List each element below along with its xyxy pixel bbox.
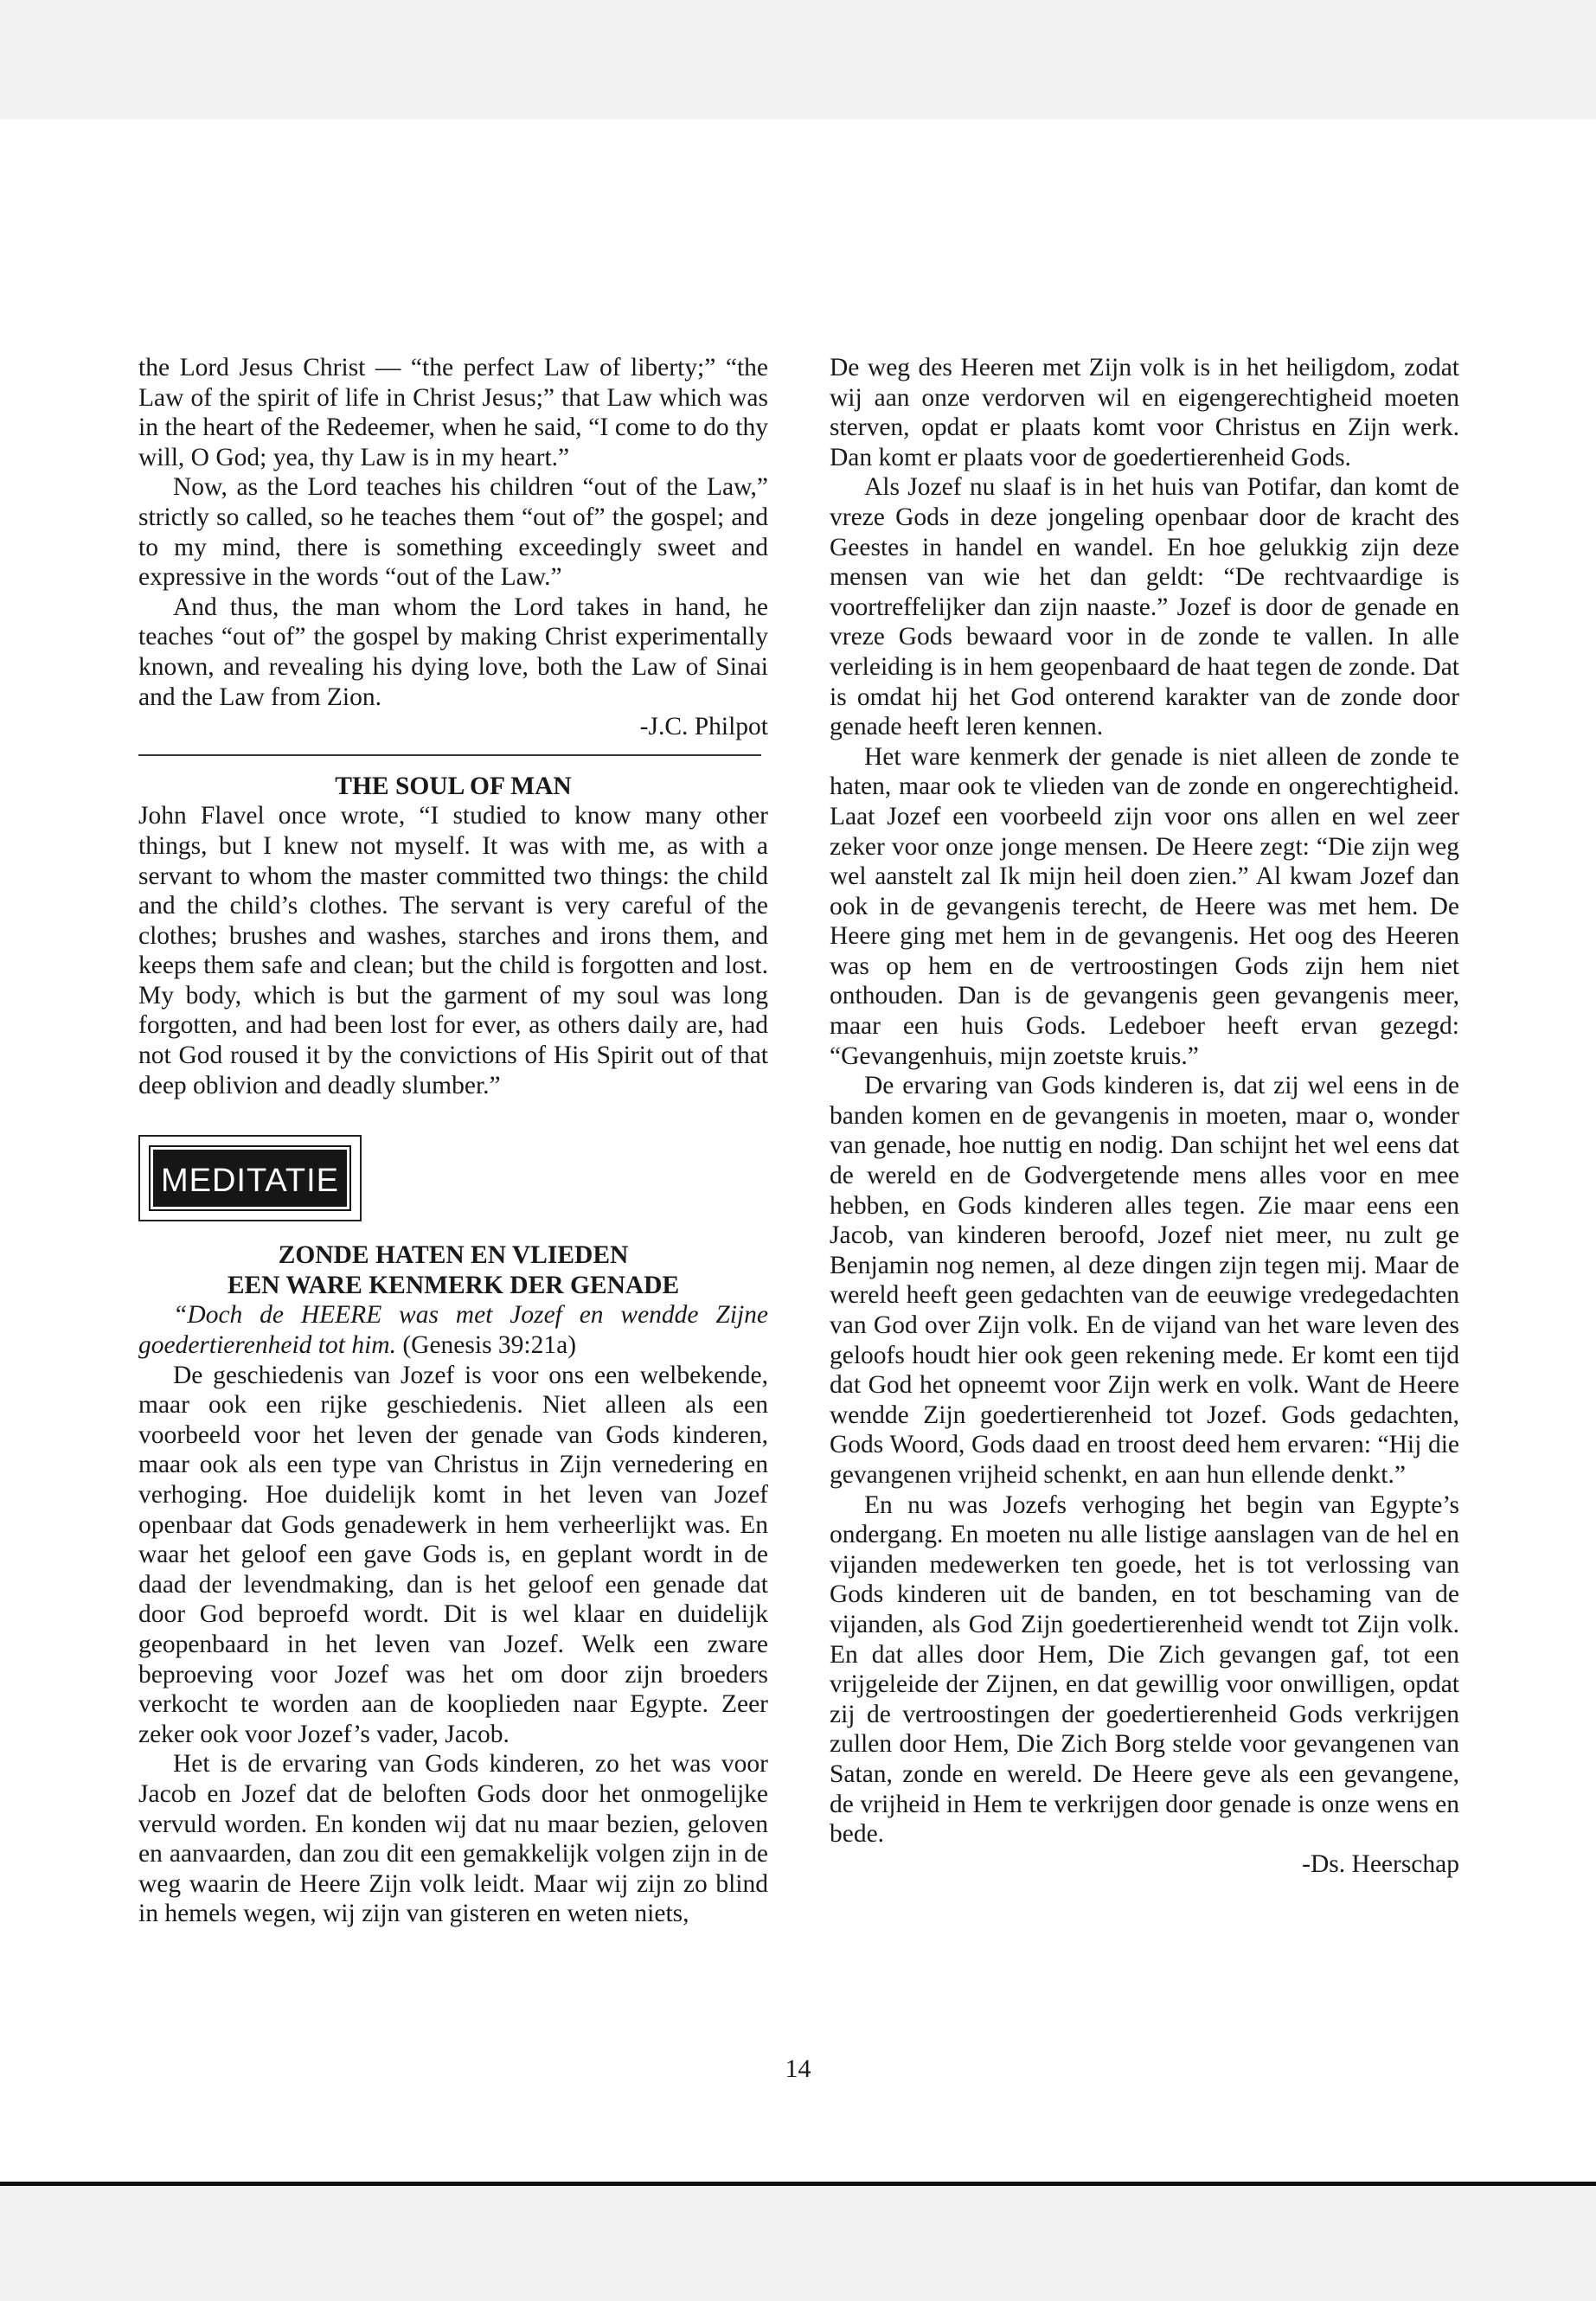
- page-number: 14: [785, 2054, 811, 2083]
- right-paragraph-4: De ervaring van Gods kinderen is, dat zij wel eens in de banden komen en de gevangenis in moeten, maar o, wonder van genade, hoe nuttig en nodig. Dan schijnt het wel eens dat de wereld en de Godvergetende mens alles voor en mee hebben, en Gods kinderen alles tegen. Zie maar eens een Jacob, van kinderen beroofd, Jozef niet meer, nu zult ge Benjamin nog nemen, al deze dingen zijn tegen mij. Maar de wereld heeft geen gedachten van de eeuwige vredegedachten van God over Zijn volk. En de vijand van het ware leven des geloofs houdt hier ook geen rekening mede. Er komt een tijd dat God het opneemt voor Zijn werk en volk. Want de Heere wendde Zijn goedertierenheid tot Jozef. Gods gedachten, Gods Woord, Gods daad en troost deed hem ervaren: “Hij die gevangenen vrijheid schenkt, en aan hun ellende denkt.”: [830, 1072, 1459, 1489]
- intro-paragraph-2: Now, as the Lord teaches his children “out of the Law,” strictly so called, so he teaches them “out of” the gospel; and to my mind, there is something exceedingly sweet and expressive in the words “out of the Law.”: [138, 473, 768, 592]
- intro-signature: -J.C. Philpot: [639, 713, 768, 741]
- page-sheet: [0, 119, 1596, 2187]
- meditatie-badge: [138, 1135, 362, 1221]
- right-paragraph-5: En nu was Jozefs verhoging het begin van Egypte’s ondergang. En moeten nu alle listige aanslagen van de hel en vijanden medewerken ten goede, het is tot verlossing van Gods kinderen uit de banden, en tot beschaming van de vijanden, als God Zijn goedertierenheid wendt tot Zijn volk. En dat alles door Hem, Die Zich gevangen gaf, tot een vrijgeleide der Zijnen, en dat gewillig voor onwilligen, opdat zij de vertroostingen der goedertierenheid Gods verkrijgen zullen door Hem, Die Zich Borg stelde voor gevangenen van Satan, zonde en wereld. De Heere geve als een gevangene, de vrijheid in Hem te verkrijgen door genade is onze wens en bede.: [830, 1490, 1459, 1849]
- right-paragraph-2: Als Jozef nu slaaf is in het huis van Potifar, dan komt de vreze Gods in deze jongeling openbaar door de kracht des Geestes in handel en wandel. En hoe gelukkig zijn deze mensen van wie het dan geldt: “De rechtvaardige is voortreffelijker dan zijn naaste.” Jozef is door de genade en vreze Gods bewaard voor in de zonde te vallen. In alle verleiding is in hem geopenbaard de haat tegen de zonde. Dat is omdat hij het God onterend karakter van de zonde door genade heeft leren kennen.: [830, 473, 1459, 741]
- meditation-paragraph-2: Het is de ervaring van Gods kinderen, zo het was voor Jacob en Jozef dat de beloften Gods door het onmogelijke vervuld worden. En konden wij dat nu maar bezien, geloven en aanvaarden, dan zou dit een gemakkelijk volgen zijn in de weg waarin de Heere Zijn volk leidt. Maar wij zijn zo blind in hemels wegen, wij zijn van gisteren en weten niets,: [138, 1750, 768, 1928]
- meditation-signature: -Ds. Heerschap: [1302, 1849, 1459, 1878]
- meditation-text-quote: [138, 1300, 768, 1360]
- intro-paragraph-3: And thus, the man whom the Lord takes in hand, he teaches “out of” the gospel by making Christ experimentally known, and revealing his dying love, both the Law of Sinai and the Law from Zion.: [138, 593, 768, 711]
- bottom-rule: [0, 2182, 1596, 2186]
- meditatie-badge-label: MEDITATIE: [151, 1147, 349, 1209]
- meditation-title-line-2: EEN WARE KENMERK DER GENADE: [227, 1271, 680, 1299]
- left-column: [138, 353, 768, 1929]
- section-divider: [138, 754, 761, 756]
- bible-quote: “Doch de HEERE was met Jozef en wendde Zijne goedertierenheid tot him.: [138, 1301, 768, 1360]
- meditation-title-line-1: ZONDE HATEN EN VLIEDEN: [278, 1241, 629, 1270]
- soul-of-man-title: THE SOUL OF MAN: [335, 772, 572, 800]
- intro-paragraph-1: the Lord Jesus Christ — “the perfect Law of liberty;” “the Law of the spirit of life in Christ Jesus;” that Law which was in the heart of the Redeemer, when he said, “I come to do thy will, O God; yea, thy Law is in my heart.”: [138, 354, 768, 471]
- right-paragraph-3: Het ware kenmerk der genade is niet alleen de zonde te haten, maar ook te vlieden van de zonde en ongerechtigheid. Laat Jozef een voorbeeld zijn voor ons allen en wel zeer zeker voor onze jonge mensen. De Heere zegt: “Die zijn weg wel aanstelt zal Ik mijn heil doen zien.” Al kwam Jozef dan ook in de gevangenis terecht, de Heere was met hem. De Heere ging met hem in de gevangenis. Het oog des Heeren was op hem en de vertroostingen Gods zijn hem niet onthouden. Dan is de gevangenis geen gevangenis meer, maar een huis Gods. Ledeboer heeft ervan gezegd: “Gevangenhuis, mijn zoetste kruis.”: [830, 742, 1459, 1070]
- soul-of-man-paragraph: John Flavel once wrote, “I studied to know many other things, but I knew not myself. It was with me, as with a servant to whom the master committed two things: the child and the child’s clothes. The servant is very careful of the clothes; brushes and washes, starches and irons them, and keeps them safe and clean; but the child is forgotten and lost. My body, which is but the garment of my soul was long forgotten, and had been lost for ever, as others daily are, had not God roused it by the convictions of His Spirit out of that deep oblivion and deadly slumber.”: [138, 802, 768, 1099]
- right-paragraph-1: De weg des Heeren met Zijn volk is in het heiligdom, zodat wij aan onze verdorven wil en eigengerechtigheid moeten sterven, opdat er plaats komt voor Christus en Zijn werk. Dan komt er plaats voor de goedertierenheid Gods.: [830, 354, 1459, 471]
- bible-reference: (Genesis 39:21a): [402, 1331, 577, 1360]
- meditation-paragraph-1: De geschiedenis van Jozef is voor ons een welbekende, maar ook een rijke geschiedenis. Niet alleen als een voorbeeld voor het leven der genade van Gods kinderen, maar ook als een type van Christus in Zijn vernedering en verhoging. Hoe duidelijk komt in het leven van Jozef openbaar dat Gods genadewerk in hem verheerlijkt was. En waar het geloof een gave Gods is, en geplant wordt in de daad der levendmaking, dan is het geloof een genade dat door God beproefd wordt. Dit is wel klaar en duidelijk geopenbaard in het leven van Jozef. Welk een zware beproeving voor Jozef was het om door zijn broeders verkocht te worden aan de kooplieden naar Egypte. Zeer zeker ook voor Jozef’s vader, Jacob.: [138, 1361, 768, 1748]
- right-column: [830, 353, 1459, 1879]
